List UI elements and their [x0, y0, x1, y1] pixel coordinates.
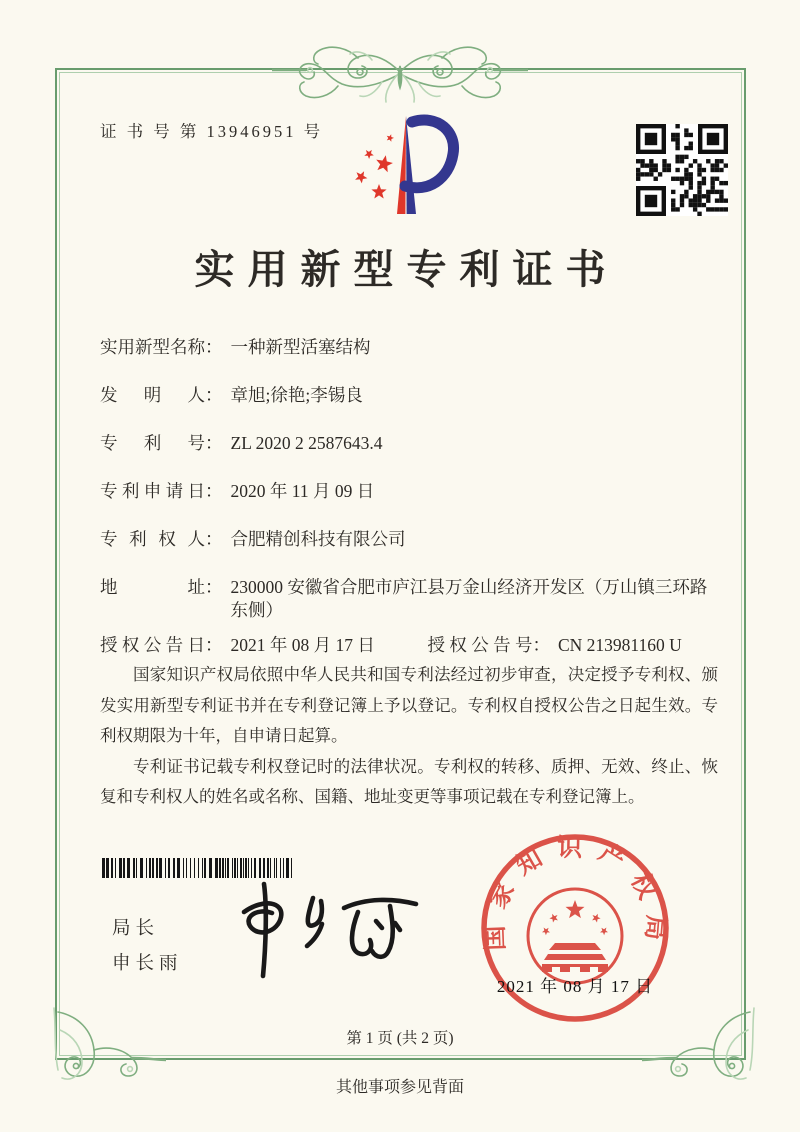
field-utility-model-name: 实用新型名称 ： 一种新型活塞结构: [100, 336, 716, 359]
field-label: 发明人: [100, 385, 205, 405]
seal-date: 2021 年 08 月 17 日: [496, 977, 654, 996]
field-value: 合肥精创科技有限公司: [230, 529, 406, 549]
field-patentee: 专利权人 ： 合肥精创科技有限公司: [100, 528, 716, 551]
field-value: 230000 安徽省合肥市庐江县万金山经济开发区（万山镇三环路东侧）: [230, 577, 708, 620]
field-inventors: 发明人 ： 章旭;徐艳;李锡良: [100, 384, 716, 407]
field-address: 地址 ： 230000 安徽省合肥市庐江县万金山经济开发区（万山镇三环路东侧）: [100, 577, 708, 620]
grant-number-value: CN 213981160 U: [558, 635, 682, 655]
field-value: 2020 年 11 月 09 日: [230, 481, 375, 501]
back-side-note: 其他事项参见背面: [335, 1079, 464, 1096]
seal-ring-text: 国家知识产权局: [481, 834, 670, 956]
field-label: 实用新型名称: [100, 337, 205, 357]
field-value: 章旭;徐艳;李锡良: [230, 385, 363, 405]
svg-text:国家知识产权局: [480, 834, 670, 955]
officer-name: 申长雨: [112, 952, 183, 973]
national-emblem-icon: [528, 889, 622, 983]
top-flourish-ornament-icon: [272, 26, 528, 114]
field-filing-date: 专利申请日 ： 2020 年 11 月 09 日: [100, 480, 716, 503]
grant-date-value: 2021 年 08 月 17 日: [230, 635, 375, 655]
officer-title: 局长: [112, 917, 160, 938]
field-value: ZL 2020 2 2587643.4: [230, 433, 383, 453]
field-label: 专利申请日: [100, 481, 205, 501]
field-label: 专利号: [100, 433, 205, 453]
page-number: 第 1 页 (共 2 页): [346, 1030, 454, 1047]
legal-paragraph-2: 专利证书记载专利权登记时的法律状况。专利权的转移、质押、无效、终止、恢复和专利权人的姓名或名称、国籍、地址变更等事项记载在专利登记簿上。: [100, 756, 718, 806]
field-label: 授权公告日: [100, 635, 205, 655]
field-label: 专利权人: [100, 529, 205, 549]
field-label: 地址: [100, 577, 205, 597]
commissioner-signature: [218, 872, 428, 984]
officer-block: [112, 910, 183, 980]
field-patent-number: 专利号 ： ZL 2020 2 2587643.4: [100, 432, 716, 455]
cnipa-patent-logo-icon: [338, 106, 468, 228]
legal-text: [100, 660, 718, 813]
legal-paragraph-1: 国家知识产权局依照中华人民共和国专利法经过初步审查，决定授予专利权、颁发实用新型专利证书并在专利登记簿上予以登记。专利权自授权公告之日起生效。专利权期限为十年，自申请日起算。: [100, 665, 718, 745]
field-value: 一种新型活塞结构: [230, 337, 371, 357]
certificate-number: 证 书 号 第 13946951 号: [100, 122, 324, 141]
cnipa-official-seal: [472, 828, 678, 1028]
qr-code: [636, 124, 728, 216]
certificate-title: 实用新型专利证书: [194, 247, 619, 292]
certificate-fields: [100, 336, 716, 682]
field-grant-row: 授权公告日 ： 2021 年 08 月 17 日 授权公告号 ： CN 213981160 U: [100, 634, 716, 657]
field-label: 授权公告号: [427, 635, 533, 655]
